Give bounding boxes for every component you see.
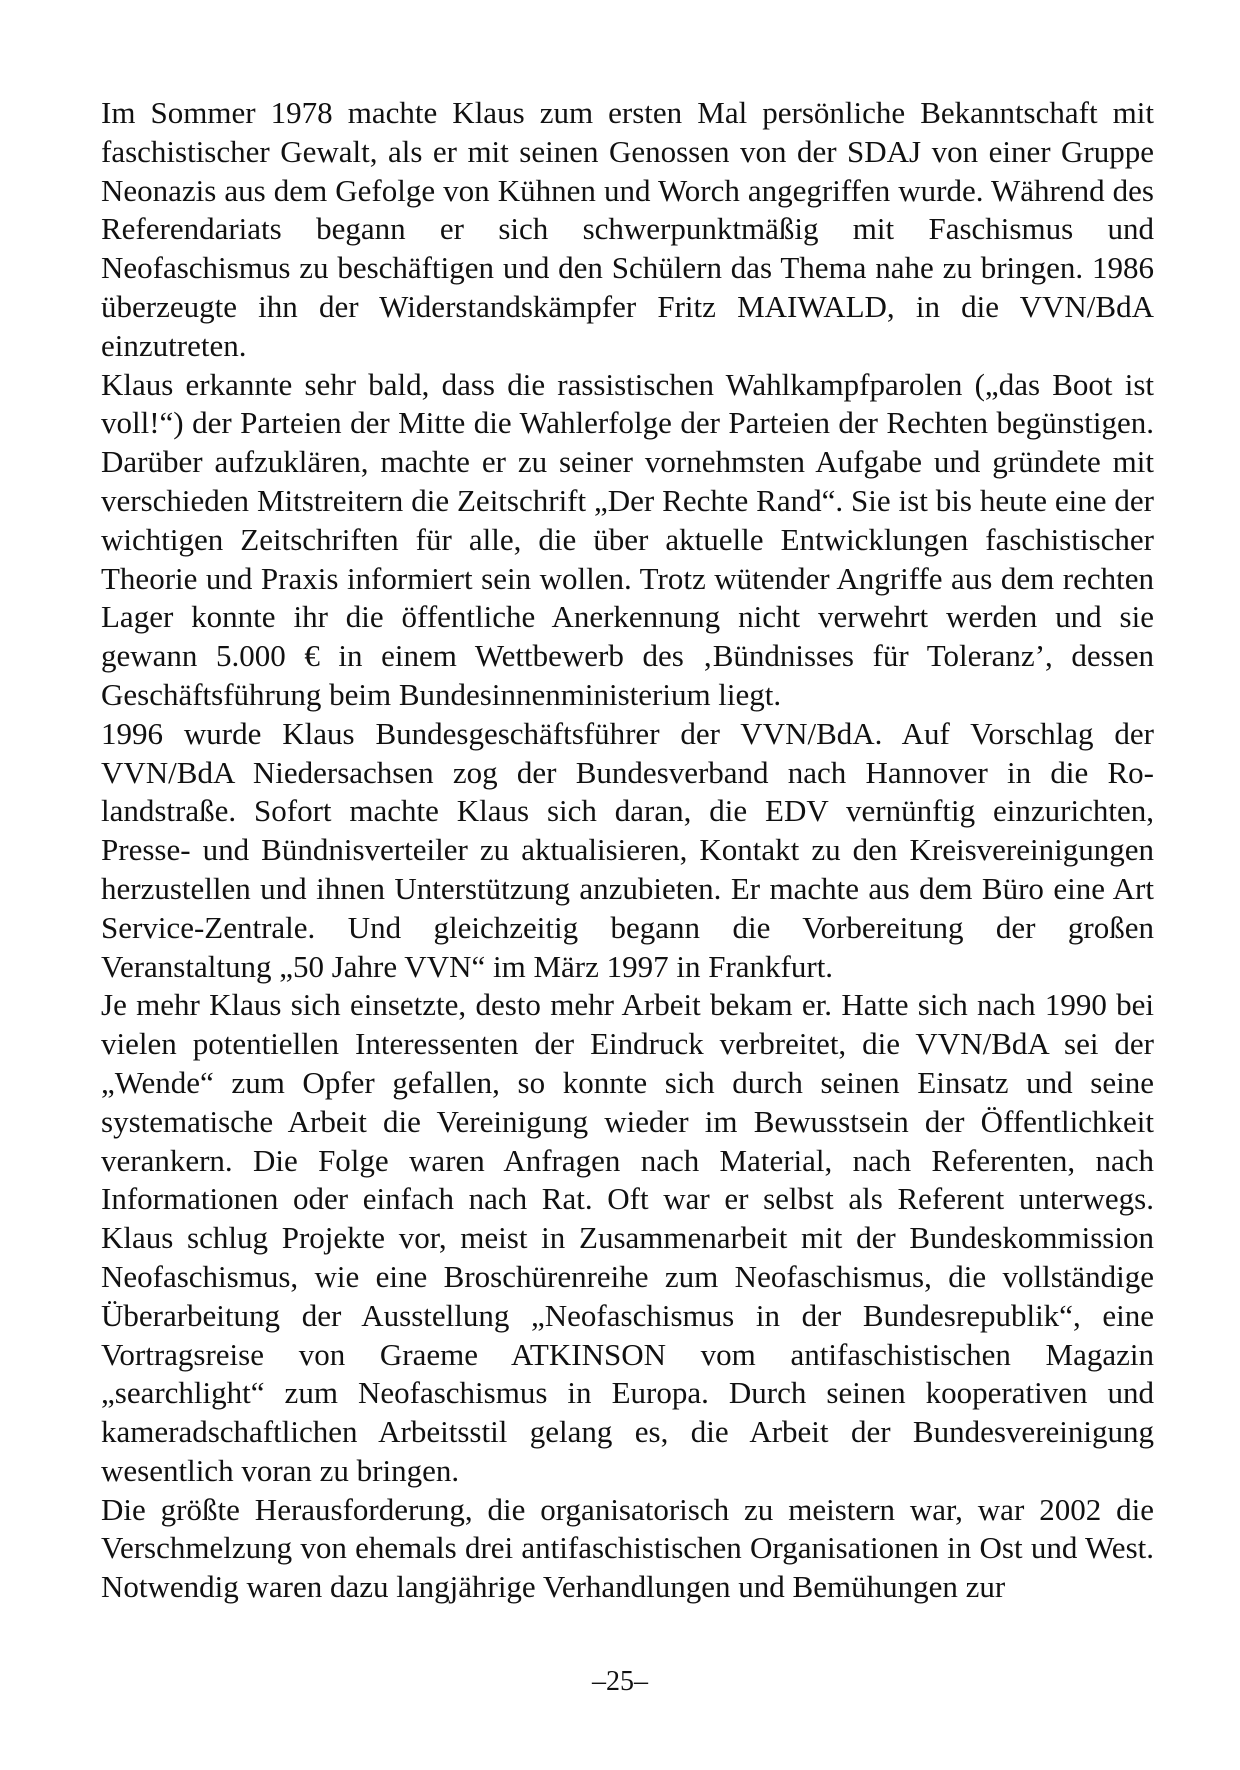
page-number: –25– — [592, 1666, 648, 1697]
document-body — [101, 94, 1154, 1607]
paragraph-3: 1996 wurde Klaus Bundesgeschäftsführer der VVN/BdA. Auf Vorschlag der VVN/BdA Niedersachsen zog der Bundesverband nach Hannover in die Rolandstraße. Sofort machte Klaus sich daran, die EDV vernünftig einzurichten, Presse- und Bündnisverteiler zu aktualisieren, Kontakt zu den Kreisvereinigungen herzustellen und ihnen Unterstützung anzubieten. Er machte aus dem Büro eine Art Service-Zentrale. Und gleichzeitig begann die Vorbereitung der großen Veranstaltung „50 Jahre VVN“ im März 1997 in Frankfurt. — [101, 715, 1154, 984]
paragraph-5: Die größte Herausforderung, die organisatorisch zu meistern war, war 2002 die Verschmelzung von ehemals drei antifaschistischen Organisationen in Ost und West. Notwendig waren dazu langjährige Verhandlungen und Bemühungen zur — [101, 1491, 1154, 1605]
paragraph-1: Im Sommer 1978 machte Klaus zum ersten Mal persönliche Bekanntschaft mit faschistischer Gewalt, als er mit seinen Genossen von der SDAJ von einer Gruppe Neonazis aus dem Gefolge von Kühnen und Worch angegriffen wurde. Während des Referendariats begann er sich schwerpunktmäßig mit Faschismus und Neofaschismus zu beschäftigen und den Schülern das Thema nahe zu bringen. 1986 überzeugte ihn der Widerstandskämpfer Fritz MAIWALD, in die VVN/BdA einzutreten. — [101, 95, 1154, 363]
paragraph-2: Klaus erkannte sehr bald, dass die rassistischen Wahlkampfparolen („das Boot ist voll!“) der Parteien der Mitte die Wahlerfolge der Parteien der Rechten begünstigen. Darüber aufzuklären, machte er zu seiner vornehmsten Aufgabe und gründete mit verschieden Mitstreitern die Zeitschrift „Der Rechte Rand“. Sie ist bis heute eine der wichtigen Zeitschriften für alle, die über aktuelle Entwicklungen faschistischer Theorie und Praxis informiert sein wollen. Trotz wütender Angriffe aus dem rechten Lager konnte ihr die öffentliche Anerkennung nicht verwehrt werden und sie gewann 5.000 € in einem Wettbewerb des ‚Bündnisses für Toleranz’, dessen Geschäftsführung beim Bundesinnenministerium liegt. — [101, 366, 1154, 712]
paragraph-4: Je mehr Klaus sich einsetzte, desto mehr Arbeit bekam er. Hatte sich nach 1990 bei vielen potentiellen Interessenten der Eindruck verbreitet, die VVN/BdA sei der „Wende“ zum Opfer gefallen, so konnte sich durch seinen Einsatz und seine systematische Arbeit die Vereinigung wieder im Bewusstsein der Öffentlichkeit verankern. Die Folge waren Anfragen nach Material, nach Referenten, nach Informationen oder einfach nach Rat. Oft war er selbst als Referent unterwegs. Klaus schlug Projekte vor, meist in Zusammenarbeit mit der Bundeskommission Neofaschismus, wie eine Broschürenreihe zum Neofaschismus, die vollständige Überarbeitung der Ausstellung „Neofaschismus in der Bundesrepublik“, eine Vortragsreise von Graeme ATKINSON vom antifaschistischen Magazin „searchlight“ zum Neofaschismus in Europa. Durch seinen kooperativen und kameradschaftlichen Arbeitsstil gelang es, die Arbeit der Bundesvereinigung wesentlich voran zu bringen. — [101, 987, 1154, 1488]
